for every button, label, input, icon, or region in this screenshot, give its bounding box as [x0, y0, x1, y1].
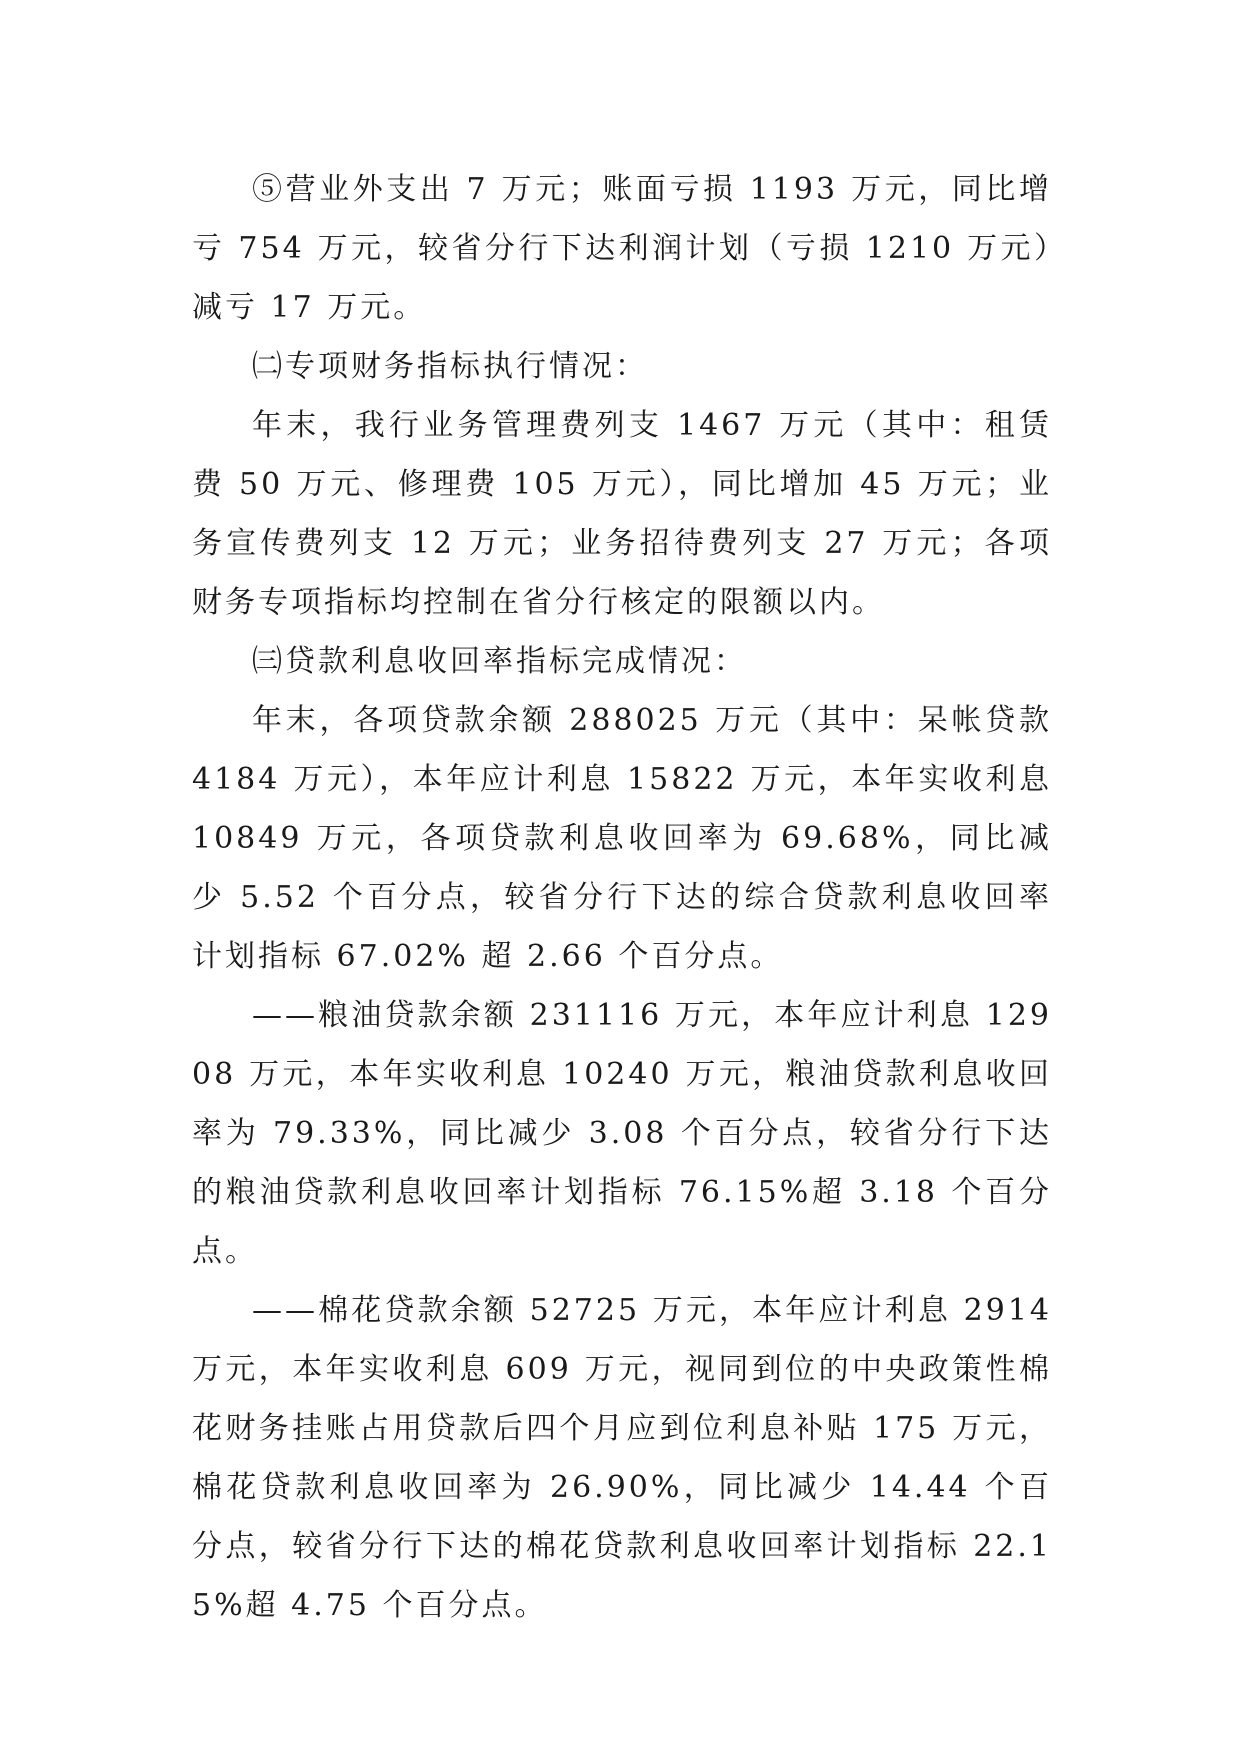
paragraph-operating-expense: ⑤营业外支出 7 万元；账面亏损 1193 万元，同比增亏 754 万元，较省分行下达利润计划（亏损 1210 万元）减亏 17 万元。 [192, 172, 1052, 325]
paragraph-grain-oil-loans: ——粮油贷款余额 231116 万元，本年应计利息 12908 万元，本年实收利息 10240 万元，粮油贷款利息收回率为 79.33%，同比减少 3.08 个百分点，较省分行下达的粮油贷款利息收回率计划指标 76.15%超 3.18 个百分点。 [192, 998, 1052, 1269]
document-body [192, 160, 1052, 1635]
heading-loan-interest-recovery: ㈢贷款利息收回率指标完成情况： [252, 644, 747, 679]
paragraph-cotton-loans: ——棉花贷款余额 52725 万元，本年应计利息 2914 万元，本年实收利息 609 万元，视同到位的中央政策性棉花财务挂账占用贷款后四个月应到位利息补贴 175 万元，棉花贷款利息收回率为 26.90%，同比减少 14.44 个百分点，较省分行下达的棉花贷款利息收回率计划指标 22.15%超 4.75 个百分点。 [192, 1293, 1052, 1623]
paragraph-loan-balance: 年末，各项贷款余额 288025 万元（其中：呆帐贷款 4184 万元），本年应计利息 15822 万元，本年实收利息 10849 万元，各项贷款利息收回率为 69.68%，同比减少 5.52 个百分点，较省分行下达的综合贷款利息收回率计划指标 67.02% 超 2.66 个百分点。 [192, 703, 1052, 974]
heading-special-financial-indicators: ㈡专项财务指标执行情况： [252, 349, 648, 384]
paragraph-management-fees: 年末，我行业务管理费列支 1467 万元（其中：租赁费 50 万元、修理费 105 万元），同比增加 45 万元；业务宣传费列支 12 万元；业务招待费列支 27 万元；各项财务专项指标均控制在省分行核定的限额以内。 [192, 408, 1052, 620]
